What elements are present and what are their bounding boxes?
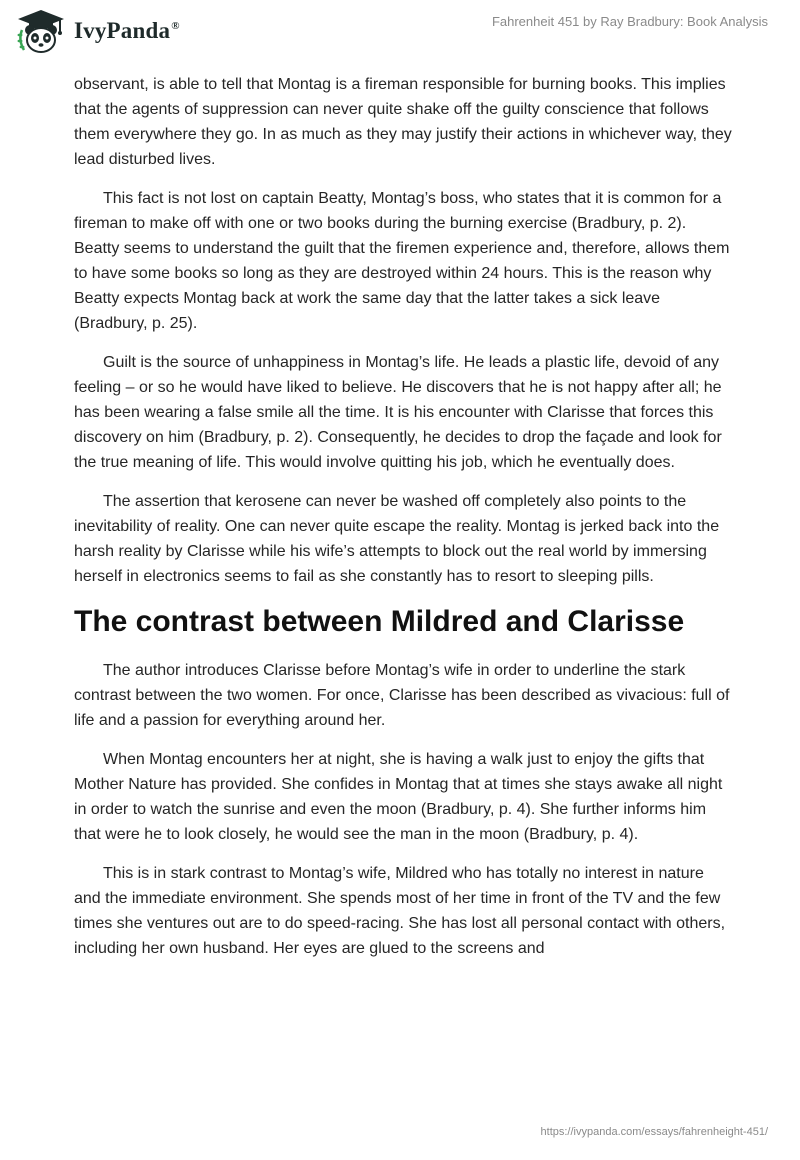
- panda-graduation-icon: [16, 8, 66, 54]
- paragraph-6: When Montag encounters her at night, she is having a walk just to enjoy the gifts that Mother Nature has provided. She confides in Montag that at times she stays awake all night in order to watch the sunrise and even the moon (Bradbury, p. 4). She further informs him that were he to look closely, he would see the man in the moon (Bradbury, p. 4).: [74, 751, 723, 843]
- brand-name: [74, 18, 180, 44]
- paragraph-5: The author introduces Clarisse before Montag’s wife in order to underline the stark contrast between the two women. For once, Clarisse has been described as vivacious: full of life and a passion for everything around her.: [74, 662, 730, 729]
- document-title: Fahrenheit 451 by Ray Bradbury: Book Analysis: [491, 14, 768, 29]
- essay-content: [74, 72, 734, 975]
- paragraph-7: This is in stark contrast to Montag’s wife, Mildred who has totally no interest in nature and the immediate environment. She spends most of her time in front of the TV and the few times she ventures out are to do speed-racing. She has lost all personal contact with others, including her own husband. Her eyes are glued to the screens and: [74, 865, 726, 957]
- registered-mark: ®: [171, 20, 180, 33]
- paragraph-3: Guilt is the source of unhappiness in Montag’s life. He leads a plastic life, devoid of any feeling – or so he would have liked to believe. He discovers that he is not happy after all; he has been wearing a false smile all the time. It is his encounter with Clarisse that forces this discovery on him (Bradbury, p. 2). Consequently, he decides to drop the façade and look for the true meaning of life. This would involve quitting his job, which he eventually does.: [74, 354, 722, 471]
- paragraph-4: The assertion that kerosene can never be washed off completely also points to the inevitability of reality. One can never quite escape the reality. Montag is jerked back into the harsh reality by Clarisse while his wife’s attempts to block out the real world by immersing herself in electronics seems to fail as she constantly has to resort to sleeping pills.: [74, 493, 720, 585]
- footer-url[interactable]: https://ivypanda.com/essays/fahrenheight-451/: [540, 1126, 768, 1138]
- paragraph-2: This fact is not lost on captain Beatty, Montag’s boss, who states that it is common for a fireman to make off with one or two books during the burning exercise (Bradbury, p. 2). Beatty seems to understand the guilt that the firemen experience and, therefore, allows them to have some books so long as they are destroyed within 24 hours. This is the reason why Beatty expects Montag back at work the same day that the latter takes a sick leave (Bradbury, p. 25).: [74, 190, 730, 332]
- page-header: [0, 0, 800, 70]
- section-heading: The contrast between Mildred and Clarisse: [74, 605, 685, 638]
- brand-text: IvyPanda: [74, 18, 171, 43]
- ivypanda-logo[interactable]: [16, 8, 180, 54]
- paragraph-1: observant, is able to tell that Montag is a fireman responsible for burning books. This implies that the agents of suppression can never quite shake off the guilty conscience that follows them everywhere they go. In as much as they may justify their actions in whichever way, they lead disturbed lives.: [74, 76, 732, 168]
